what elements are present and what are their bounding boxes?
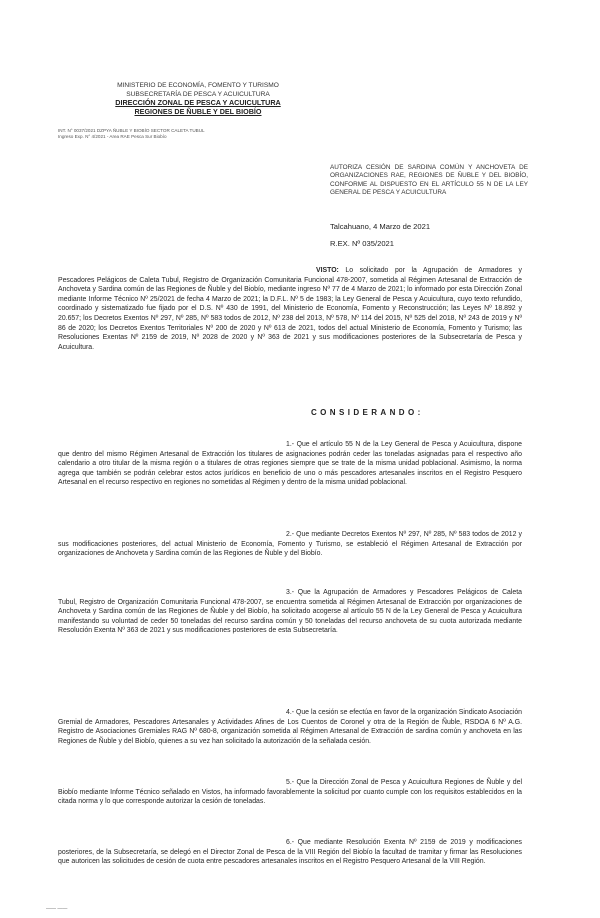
visto-text: Lo solicitado por la Agrupación de Armadores y Pescadores Pelágicos de Caleta Tubul, Registro de Organización Comunitaria Funcional 478-2007, sometida al Régimen Artesanal de Extracción de Anchoveta y Sardina común de las Regiones de Ñuble y del Biobío, mediante ingreso Nº 77 de 4 Marzo de 2021; lo informado por esta Dirección Zonal mediante Informe Técnico Nº 25/2021 de fecha 4 Marzo de 2021; la D.F.L. Nº 5 de 1983; la Ley General de Pesca y Acuicultura, cuyo texto refundido, coordinado y sistematizado fue fijado por el D.S. Nº 430 de 1991, del Ministerio de Economía, Fomento y Reconstrucción; las Leyes Nº 18.892 y 20.657; los Decretos Exentos Nº 297, Nº 285, Nº 583 todos de 2012, Nº 238 del 2013, Nº 578, Nº 114 del 2015, Nº 525 del 2018, Nº 243 de 2019 y Nº 86 de 2020; los Decretos Exentos Territoriales Nº 200 de 2020 y Nº 613 de 2021, todos del actual Ministerio de Economía, Fomento y Turismo; las Resoluciones Exentas Nº 2159 de 2019, Nº 2028 de 2020 y Nº 363 de 2021 y sus modificaciones posteriores de la Subsecretaría de Pesca y Acuicultura. — [58, 267, 522, 351]
small-line-1: INT. N° 0037/2021 DZPYA ÑUBLE Y BIOBÍO SECTOR CALETA TUBUL — [58, 128, 205, 133]
letterhead — [78, 82, 318, 116]
visto-label: VISTO: — [316, 267, 339, 274]
visto-paragraph — [58, 266, 522, 352]
considerando-6: 6.- Que mediante Resolución Exenta Nº 2159 de 2019 y modificaciones posteriores, de la Subsecretaría, se delegó en el Director Zonal de Pesca de la VIII Región del Biobío la facultad de tramitar y firmar las Resoluciones que autoricen las solicitudes de cesión de cuota entre pescadores artesanales inscritos en el Registro Pesquero Artesanal de la VIII Región. — [58, 839, 522, 866]
letterhead-small-lines — [58, 128, 308, 140]
footer-mark: —— —— — [46, 906, 68, 912]
resolution-number: R.EX. Nº 035/2021 — [330, 239, 394, 248]
regiones-name: REGIONES DE ÑUBLE Y DEL BIOBÍO — [134, 106, 262, 116]
considerando-1: 1.- Que el artículo 55 N de la Ley General de Pesca y Acuicultura, dispone que dentro del mismo Régimen Artesanal de Extracción los titulares de asignaciones podrán ceder las toneladas asignadas para el respectivo año calendario a otro titular de la misma región o a titulares de otras regiones siempre que se trate de la misma unidad poblacional. Asimismo, la norma agrega que también se podrán celebrar estos actos jurídicos en beneficio de uno o más pescadores artesanales inscritos en el Registro Pesquero Artesanal en el recurso respectivo en regiones no sometidas al Régimen y dentro de la misma unidad poblacional. — [58, 441, 522, 487]
direccion-name: DIRECCIÓN ZONAL DE PESCA Y ACUICULTURA — [115, 98, 281, 108]
subsecretaria-name: SUBSECRETARÍA DE PESCA Y ACUICULTURA — [126, 90, 270, 98]
resolution-subject: AUTORIZA CESIÓN DE SARDINA COMÚN Y ANCHOVETA DE ORGANIZACIONES RAE, REGIONES DE ÑUBLE Y DEL BIOBÍO, CONFORME AL DISPUESTO EN EL ARTÍCULO 55 N DE LA LEY GENERAL DE PESCA Y ACUICULTURA — [330, 164, 528, 197]
ministry-name: MINISTERIO DE ECONOMÍA, FOMENTO Y TURISMO — [117, 82, 279, 89]
considerando-heading: CONSIDERANDO: — [311, 408, 424, 417]
considerando-5: 5.- Que la Dirección Zonal de Pesca y Acuicultura Regiones de Ñuble y del Biobío mediante Informe Técnico señalado en Vistos, ha informado favorablemente la solicitud por cuanto cumple con los requisitos establecidos en la citada norma y lo que corresponde autorizar la cesión de toneladas. — [58, 779, 522, 806]
considerando-4: 4.- Que la cesión se efectúa en favor de la organización Sindicato Asociación Gremial de Armadores, Pescadores Artesanales y Actividades Afines de Los Cuentos de Coronel y otra de la Región de Ñuble, RSDOA 6 Nº A.G. Registro de Asociaciones Gremiales RAG Nº 680-8, organización sometida al Régimen Artesanal de Extracción de sardina común y anchoveta en las Regiones de Ñuble y del Biobío, quienes a su vez han solicitado la autorización de la señalada cesión. — [58, 709, 522, 745]
place-date: Talcahuano, 4 Marzo de 2021 — [330, 222, 431, 231]
considerando-2: 2.- Que mediante Decretos Exentos Nº 297, Nº 285, Nº 583 todos de 2012 y sus modificaciones posteriores, del actual Ministerio de Economía, Fomento y Turismo, se estableció el Régimen Artesanal de Extracción por organizaciones de Anchoveta y Sardina común de las Regiones de Ñuble y del Biobío. — [58, 531, 522, 558]
small-line-2: Ingreso Exp. N° 4/2021 - Area RAE Pesca Sur Biobío — [58, 134, 167, 139]
considerando-3: 3.- Que la Agrupación de Armadores y Pescadores Pelágicos de Caleta Tubul, Registro de Organización Comunitaria Funcional 478-2007, se encuentra sometida al Régimen Artesanal de Extracción por organizaciones de Anchoveta y Sardina común de las Regiones de Ñuble y del Biobío, ha solicitado acogerse al artículo 55 N de la Ley General de Pesca y Acuicultura manifestando su voluntad de ceder 50 toneladas del recurso sardina común y 50 toneladas del recurso anchoveta de su cuota autorizada mediante Resolución Exenta Nº 363 de 2021 y sus modificaciones posteriores de esta Subsecretaría. — [58, 589, 522, 635]
